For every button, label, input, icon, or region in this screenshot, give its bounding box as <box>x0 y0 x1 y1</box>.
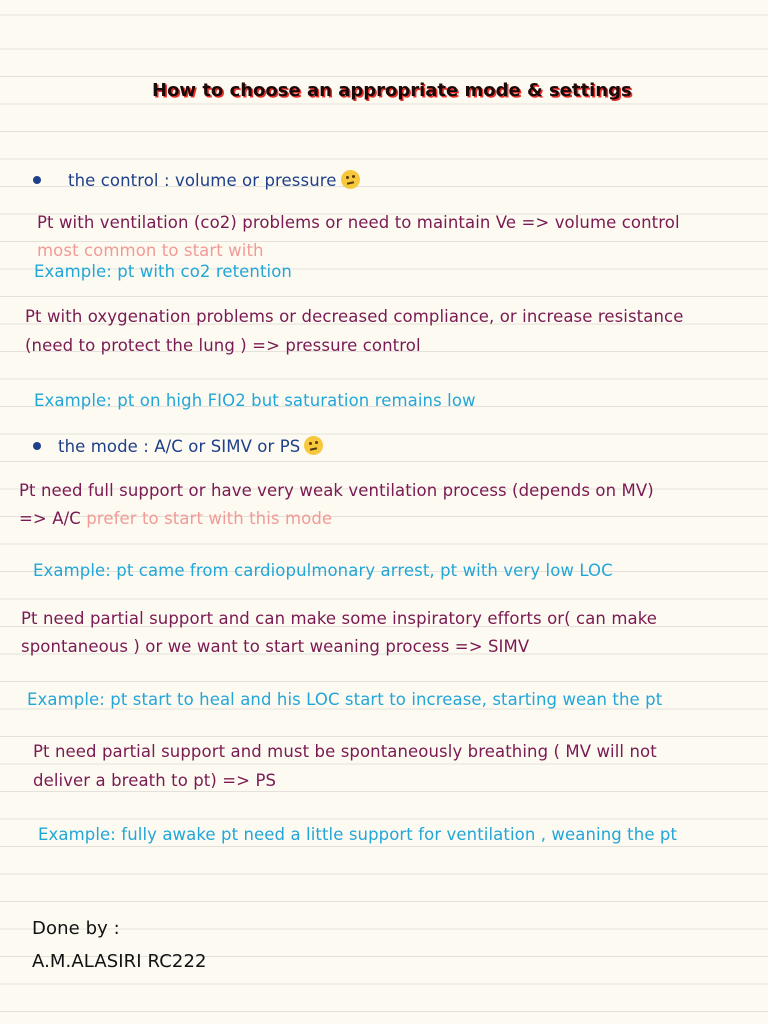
simv-mode-example: Example: pt start to heal and his LOC start to increase, starting wean the pt <box>27 690 663 709</box>
pressure-control-text-line2: (need to protect the lung ) => pressure control <box>25 336 421 355</box>
section-heading-text: the control : volume or pressure <box>68 171 337 190</box>
volume-control-example: Example: pt with co2 retention <box>34 262 292 281</box>
volume-control-text: Pt with ventilation (co2) problems or need to maintain Ve => volume control <box>37 213 680 232</box>
ac-mode-text-line2 <box>19 509 332 528</box>
pressure-control-example: Example: pt on high FIO2 but saturation remains low <box>34 391 476 410</box>
section-heading-text: the mode : A/C or SIMV or PS <box>58 437 301 456</box>
bullet-icon <box>33 176 41 184</box>
thinking-face-icon <box>304 436 323 455</box>
ps-mode-example: Example: fully awake pt need a little support for ventilation , weaning the pt <box>38 825 678 844</box>
thinking-face-icon <box>341 170 360 189</box>
section-heading-mode <box>58 436 323 456</box>
done-by-label: Done by : <box>32 918 120 939</box>
simv-mode-text-line1: Pt need partial support and can make some inspiratory efforts or( can make <box>21 609 658 628</box>
ps-mode-text-line2: deliver a breath to pt) => PS <box>33 771 277 790</box>
ac-mode-label: => A/C <box>19 509 81 528</box>
ac-mode-text-line1: Pt need full support or have very weak ventilation process (depends on MV) <box>19 481 654 500</box>
ac-mode-example: Example: pt came from cardiopulmonary arrest, pt with very low LOC <box>33 561 613 580</box>
page-title: How to choose an appropriate mode & settings <box>152 80 632 101</box>
ac-mode-note: prefer to start with this mode <box>86 509 333 528</box>
author-name: A.M.ALASIRI RC222 <box>32 951 207 972</box>
volume-control-note: most common to start with <box>37 241 264 260</box>
section-heading-control <box>68 170 360 190</box>
ps-mode-text-line1: Pt need partial support and must be spontaneously breathing ( MV will not <box>33 742 657 761</box>
bullet-icon <box>33 442 41 450</box>
pressure-control-text-line1: Pt with oxygenation problems or decreased compliance, or increase resistance <box>25 307 684 326</box>
simv-mode-text-line2: spontaneous ) or we want to start weaning process => SIMV <box>21 637 530 656</box>
